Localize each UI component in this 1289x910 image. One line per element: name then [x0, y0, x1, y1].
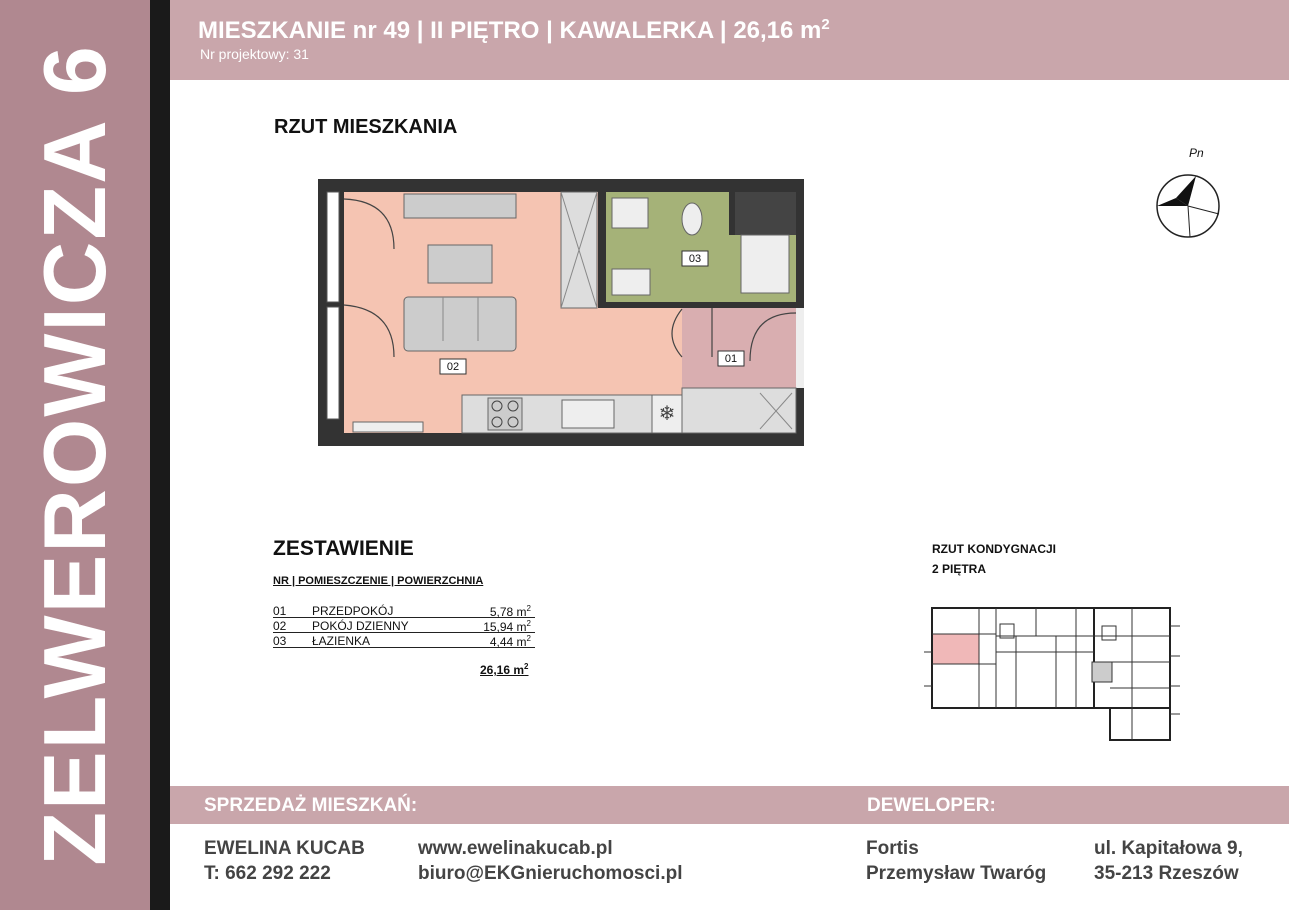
room-label-01: 01 [724, 353, 738, 365]
sales-phone[interactable]: T: 662 292 222 [204, 863, 331, 884]
shower [741, 235, 789, 293]
apartment-title: MIESZKANIE nr 49 | II PIĘTRO | KAWALERKA | 26,16 $m^2$ [198, 16, 830, 44]
room-name: PRZEDPOKÓJ [312, 604, 394, 618]
room-nr: 03 [273, 634, 287, 648]
room-name: POKÓJ DZIENNY [312, 619, 409, 633]
sales-website-link[interactable]: www.ewelinakucab.pl [418, 838, 613, 859]
tv-unit [404, 194, 516, 218]
compass-rose-icon [1152, 168, 1224, 240]
developer-label: DEWELOPER: [867, 795, 996, 816]
apartment-plan [318, 179, 804, 446]
bath-wall-inner [729, 192, 735, 235]
toilet [682, 203, 702, 235]
room-area: 5,78 $m^2$ [489, 604, 531, 619]
developer-person: Przemysław Twaróg [866, 863, 1047, 884]
summary-columns: NR | POMIESZCZENIE | POWIERZCHNIA [273, 575, 484, 587]
washing-machine [612, 198, 648, 228]
developer-street: ul. Kapitałowa 9, [1094, 838, 1243, 859]
floor-plan-subtitle: 2 PIĘTRA [932, 562, 987, 576]
room-label-03: 03 [688, 253, 702, 265]
side-band [0, 0, 150, 910]
entry-opening [796, 308, 804, 388]
washbasin [612, 269, 650, 295]
area-unit-sup: 2 [821, 16, 830, 33]
sales-contact [204, 836, 365, 886]
floor-plan-diagram [916, 596, 1188, 744]
room-area: 15,94 $m^2$ [483, 619, 531, 634]
developer-name: Fortis [866, 838, 919, 859]
sales-online [418, 836, 683, 886]
sales-email-link[interactable]: biuro@EKGnieruchomosci.pl [418, 863, 683, 884]
table [428, 245, 492, 283]
developer-address [1094, 836, 1243, 886]
developer-contact [866, 836, 1046, 886]
room-label-02: 02 [446, 361, 460, 373]
bath-wall-left [598, 192, 606, 308]
room-nr: 01 [273, 604, 287, 618]
project-number: Nr projektowy: 31 [200, 46, 309, 62]
bath-wall-bottom [604, 302, 796, 308]
window-2 [327, 307, 339, 419]
summary-table [273, 603, 535, 648]
footer-band [170, 786, 1289, 824]
table-row [273, 618, 535, 633]
floor-plan-title: RZUT KONDYGNACJI [932, 542, 1057, 556]
developer-city: 35-213 Rzeszów [1094, 863, 1239, 884]
summary-heading: ZESTAWIENIE [273, 537, 414, 560]
sink [562, 400, 614, 428]
summary-total: 26,16 $m^2$ [480, 662, 529, 677]
table-row [273, 633, 535, 648]
sales-label: SPRZEDAŻ MIESZKAŃ: [204, 795, 418, 816]
room-nr: 02 [273, 619, 287, 633]
room-01-floor [682, 308, 796, 388]
entry-closet [682, 388, 796, 433]
header-band [170, 0, 1289, 80]
compass [1152, 146, 1224, 242]
room-area: 4,44 $m^2$ [489, 634, 531, 649]
table-row [273, 603, 535, 618]
room-name: ŁAZIENKA [312, 634, 371, 648]
side-dark-stripe [150, 0, 170, 910]
building-name: ZELWEROWICZA 6 [25, 44, 124, 866]
bath-shaft [735, 192, 796, 235]
radiator [353, 422, 423, 432]
compass-north-label: Pn [1189, 146, 1204, 160]
svg-text:❄: ❄ [658, 401, 676, 425]
plan-heading: RZUT MIESZKANIA [274, 116, 458, 138]
window-1 [327, 192, 339, 302]
sales-name: EWELINA KUCAB [204, 838, 365, 859]
highlighted-apartment [933, 634, 979, 664]
sofa [404, 297, 516, 351]
